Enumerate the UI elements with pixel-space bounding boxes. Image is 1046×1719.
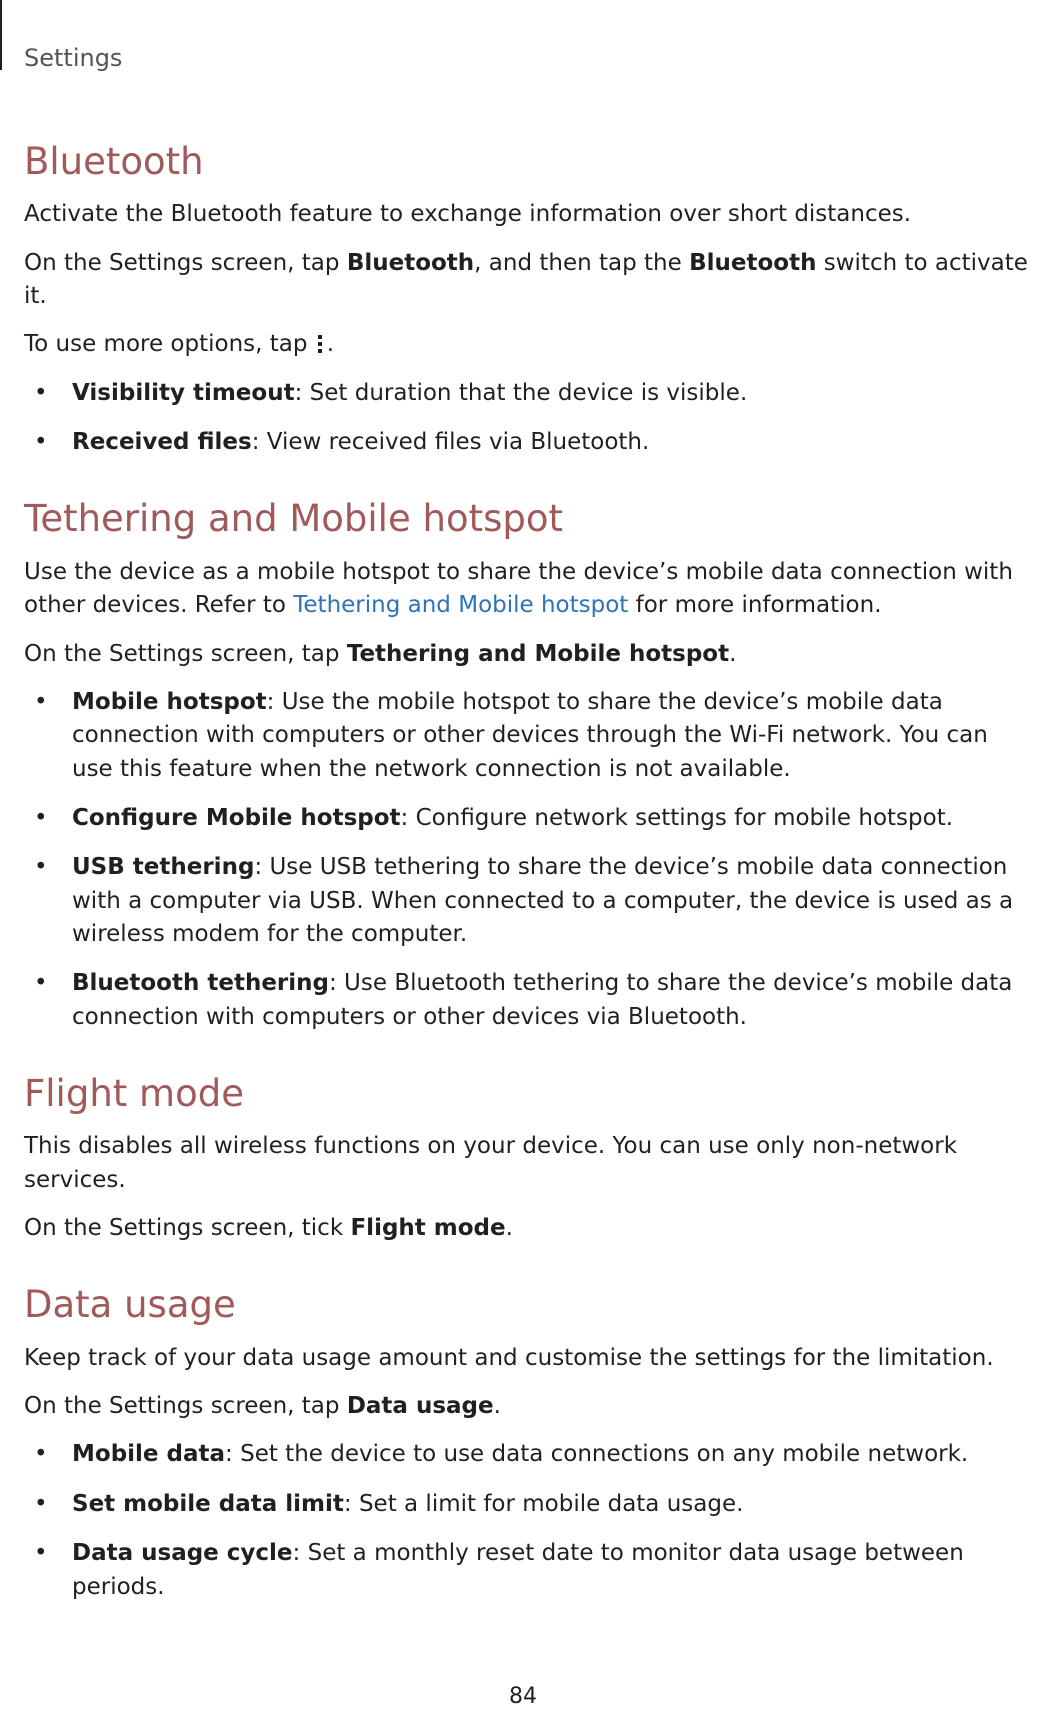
text: . [729, 640, 737, 667]
list-item [24, 377, 1034, 410]
ui-term: Flight mode [350, 1215, 506, 1242]
header-rule [0, 0, 2, 70]
section-title: Flight mode [24, 1071, 244, 1115]
item-term: Received files [72, 429, 252, 456]
list-item [24, 967, 1034, 1034]
text: On the Settings screen, tap [24, 1393, 347, 1420]
list-item [24, 802, 1034, 835]
ui-term: Tethering and Mobile hotspot [346, 640, 730, 667]
section-bluetooth [24, 140, 1034, 459]
section-tethering [24, 497, 1034, 1034]
paragraph [24, 328, 1034, 361]
item-desc: : Set a limit for mobile data usage. [343, 1490, 744, 1517]
section-title: Bluetooth [24, 140, 204, 183]
text: . [493, 1393, 501, 1420]
ui-term: Bluetooth [689, 249, 817, 276]
list-item [24, 851, 1034, 951]
page-content [24, 140, 1034, 1642]
ui-term: Bluetooth [346, 249, 475, 276]
text: for more information. [628, 592, 882, 619]
bullet: • [34, 379, 48, 406]
bullet: • [34, 804, 48, 831]
paragraph [24, 247, 1034, 314]
item-term: Configure Mobile hotspot [72, 804, 401, 831]
bullet: • [34, 1441, 48, 1468]
section-flight-mode [24, 1072, 1034, 1245]
section-title: Data usage [24, 1283, 236, 1327]
page-number: 84 [509, 1684, 537, 1709]
list-item [24, 686, 1034, 786]
cross-reference-link[interactable]: Tethering and Mobile hotspot [293, 592, 629, 619]
bullet-list [24, 377, 1034, 460]
item-desc: : Use the mobile hotspot to share the device’s mobile data connection with computers or other devices through the Wi-Fi network. You can use this feature when the network connection is not available. [72, 688, 988, 782]
list-item [24, 1438, 1034, 1471]
text: , and then tap the [474, 249, 690, 276]
list-item [24, 426, 1034, 459]
section-data-usage [24, 1283, 1034, 1603]
paragraph [24, 1390, 1034, 1423]
ui-term: Data usage [346, 1393, 494, 1420]
item-desc: : Use Bluetooth tethering to share the device’s mobile data connection with computers or other devices via Bluetooth. [72, 970, 1013, 1030]
item-desc: : View received files via Bluetooth. [251, 429, 650, 456]
bullet: • [34, 1540, 48, 1567]
paragraph [24, 638, 1034, 671]
section-title: Tethering and Mobile hotspot [24, 497, 563, 541]
item-desc: : Configure network settings for mobile hotspot. [400, 804, 954, 831]
bullet: • [34, 854, 48, 881]
text: Use the device as a mobile hotspot to share the device’s mobile data connection with other devices. Refer to [24, 558, 1013, 619]
running-head: Settings [24, 44, 123, 72]
list-item [24, 1537, 1034, 1604]
more-options-icon [315, 332, 325, 354]
item-desc: : Set a monthly reset date to monitor data usage between periods. [72, 1540, 964, 1600]
paragraph: Keep track of your data usage amount and customise the settings for the limitation. [24, 1344, 994, 1371]
item-term: Mobile hotspot [72, 688, 267, 715]
item-term: Bluetooth tethering [72, 970, 329, 997]
bullet-list [24, 686, 1034, 1034]
text: On the Settings screen, tap [24, 640, 347, 667]
paragraph [24, 556, 1034, 623]
bullet: • [34, 1490, 48, 1517]
text: switch to activate it. [24, 249, 1028, 310]
item-term: Visibility timeout [72, 379, 295, 406]
bullet: • [34, 970, 48, 997]
paragraph: Activate the Bluetooth feature to exchange information over short distances. [24, 201, 912, 228]
item-desc: : Set duration that the device is visible. [294, 379, 748, 406]
item-desc: : Use USB tethering to share the device’s mobile data connection with a computer via USB. When connected to a computer, the device is used as a wireless modem for the computer. [72, 854, 1014, 947]
list-item [24, 1488, 1034, 1521]
item-term: Mobile data [72, 1441, 226, 1468]
text: To use more options, tap [24, 331, 315, 358]
text: . [326, 331, 335, 358]
text: On the Settings screen, tap [24, 249, 347, 276]
bullet-list [24, 1438, 1034, 1603]
item-term: Set mobile data limit [72, 1490, 344, 1517]
paragraph [24, 1212, 1034, 1245]
bullet: • [34, 688, 48, 715]
paragraph: This disables all wireless functions on your device. You can use only non-network services. [24, 1133, 958, 1193]
bullet: • [34, 429, 48, 456]
text: . [505, 1215, 513, 1242]
item-term: USB tethering [72, 854, 255, 881]
text: On the Settings screen, tick [24, 1215, 351, 1242]
item-desc: : Set the device to use data connections on any mobile network. [225, 1441, 969, 1468]
item-term: Data usage cycle [72, 1540, 293, 1567]
